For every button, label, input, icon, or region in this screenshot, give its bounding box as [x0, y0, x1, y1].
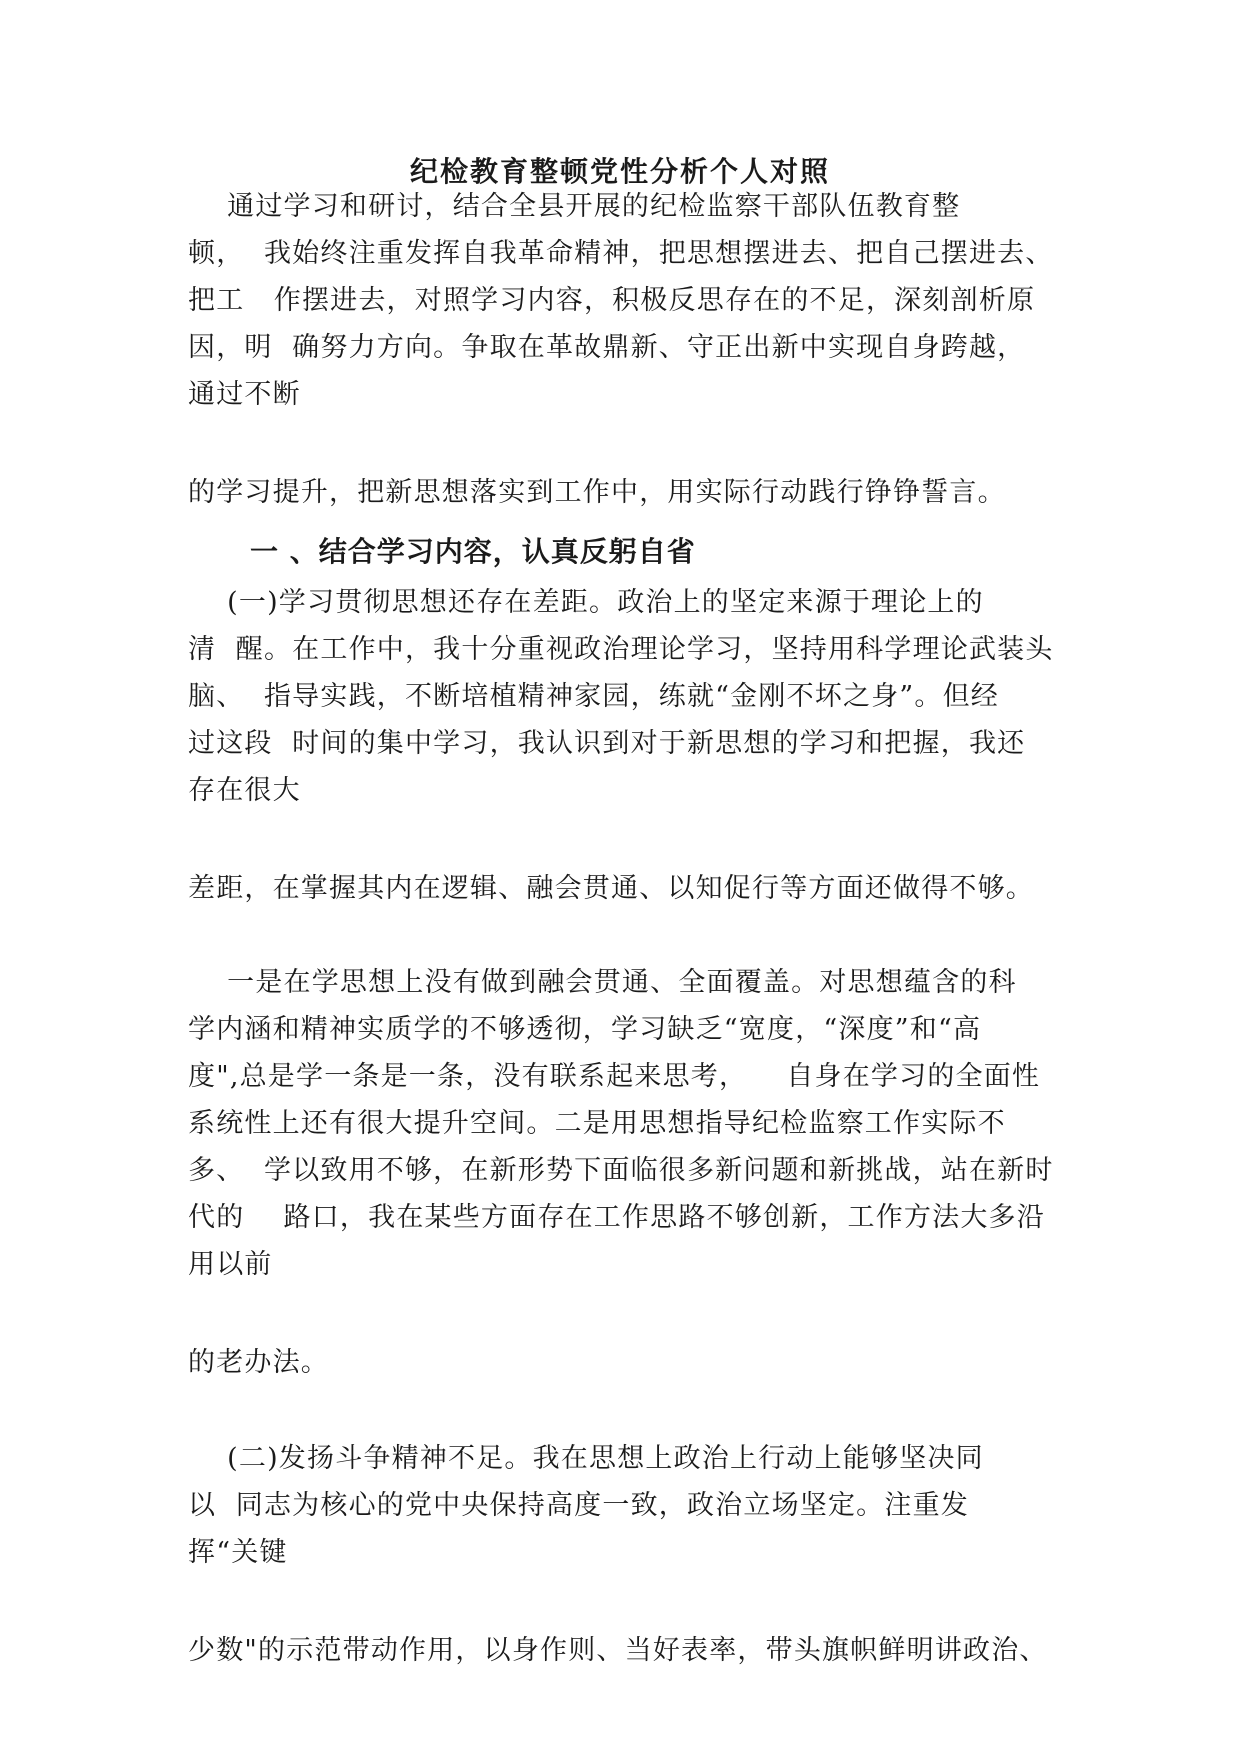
paragraph-line: 通过学习和研讨，结合全县开展的纪检监察干部队伍教育整 [188, 191, 961, 222]
paragraph-line: 代的 路口，我在某些方面存在工作思路不够创新，工作方法大多沿 [188, 1202, 1045, 1233]
paragraph-line: (一)学习贯彻思想还存在差距。政治上的坚定来源于理论上的 [188, 587, 984, 618]
paragraph-line: 通过不断 [188, 379, 301, 410]
paragraph-line: 的老办法。 [188, 1347, 329, 1378]
paragraph-line: 清 醒。在工作中，我十分重视政治理论学习，坚持用科学理论武装头 [188, 634, 1054, 665]
paragraph-line: 一是在学思想上没有做到融会贯通、全面覆盖。对思想蕴含的科 [188, 967, 1017, 998]
paragraph-line: 系统性上还有很大提升空间。二是用思想指导纪检监察工作实际不 [188, 1108, 1006, 1139]
paragraph-line: (二)发扬斗争精神不足。我在思想上政治上行动上能够坚决同 [188, 1443, 984, 1474]
paragraph-line: 用以前 [188, 1249, 273, 1280]
paragraph-line: 挥“关键 [188, 1537, 288, 1568]
paragraph-line: 脑、 指导实践，不断培植精神家园，练就“金刚不坏之身”。但经 [188, 681, 999, 712]
section-heading: 一 、结合学习内容，认真反躬自省 [250, 535, 696, 568]
paragraph-line: 度",总是学一条是一条，没有联系起来思考， 自身在学习的全面性 [188, 1061, 1041, 1092]
paragraph-line: 因，明 确努力方向。争取在革故鼎新、守正出新中实现自身跨越， [188, 332, 1026, 363]
paragraph-line: 过这段 时间的集中学习，我认识到对于新思想的学习和把握，我还 [188, 728, 1026, 759]
paragraph-line: 存在很大 [188, 775, 301, 806]
document-title: 纪检教育整顿党性分析个人对照 [409, 155, 830, 188]
paragraph-line: 学内涵和精神实质学的不够透彻，学习缺乏“宽度，“深度”和“高 [188, 1014, 982, 1045]
paragraph-line: 少数"的示范带动作用，以身作则、当好表率，带头旗帜鲜明讲政治、 [188, 1635, 1048, 1666]
paragraph-line: 把工 作摆进去，对照学习内容，积极反思存在的不足，深刻剖析原 [188, 285, 1036, 316]
paragraph-line: 以 同志为核心的党中央保持高度一致，政治立场坚定。注重发 [188, 1490, 969, 1521]
paragraph-line: 多、 学以致用不够，在新形势下面临很多新问题和新挑战，站在新时 [188, 1155, 1054, 1186]
paragraph-line: 的学习提升，把新思想落实到工作中，用实际行动践行铮铮誓言。 [188, 477, 1006, 508]
paragraph-line: 差距，在掌握其内在逻辑、融会贯通、以知促行等方面还做得不够。 [188, 873, 1034, 904]
paragraph-line: 顿， 我始终注重发挥自我革命精神，把思想摆进去、把自己摆进去、 [188, 238, 1054, 269]
